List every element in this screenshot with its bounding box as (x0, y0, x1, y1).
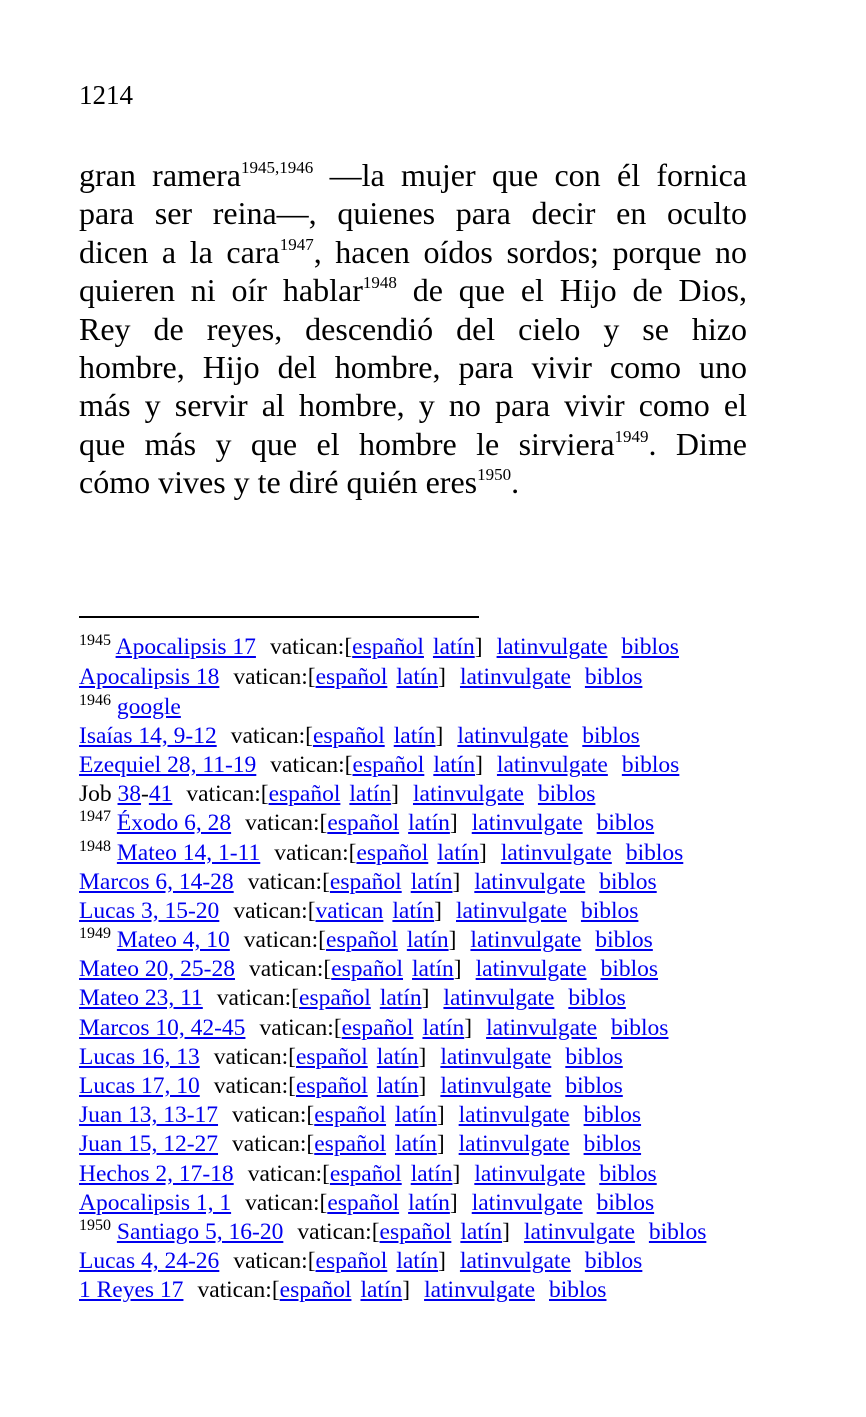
footnote-line (79, 868, 779, 897)
biblos-link[interactable]: biblos (583, 1102, 642, 1129)
biblos-link[interactable]: biblos (648, 1218, 707, 1245)
latin-link[interactable]: latín (406, 927, 449, 954)
latin-link[interactable]: latín (360, 1277, 403, 1304)
footnote-marker: 1945,1946 (241, 158, 314, 177)
latinvulgate-link[interactable]: latinvulgate (412, 781, 524, 808)
bracket-close: ] (479, 839, 487, 866)
spanish-link[interactable]: español (314, 1131, 387, 1158)
body-line: quieren ni oír hablar$^{1948}$ de que el Hijo de Dios, (79, 272, 748, 309)
scripture-reference-link[interactable]: Apocalipsis 1, 1 (79, 1189, 232, 1216)
biblos-link[interactable]: biblos (600, 956, 659, 983)
scripture-reference-link[interactable]: Isaías 14, 9-12 (79, 722, 217, 749)
latinvulgate-link[interactable]: latinvulgate (470, 927, 582, 954)
footnote-line (79, 722, 779, 751)
spanish-link[interactable]: español (279, 1277, 352, 1304)
scripture-reference-link[interactable]: Lucas 4, 24-26 (79, 1248, 220, 1275)
spanish-link[interactable]: español (356, 839, 429, 866)
spanish-link[interactable]: español (331, 956, 404, 983)
latinvulgate-link[interactable]: latinvulgate (474, 1160, 586, 1187)
spanish-link[interactable]: español (315, 664, 388, 691)
latinvulgate-link[interactable]: latinvulgate (486, 1014, 597, 1041)
latinvulgate-link[interactable]: latinvulgate (496, 751, 608, 778)
biblos-link[interactable]: biblos (621, 751, 680, 778)
latin-link[interactable]: latín (395, 1102, 437, 1129)
spanish-link[interactable]: español (329, 868, 402, 895)
bracket-close: ] (453, 956, 462, 983)
bracket-close: ] (502, 1218, 510, 1245)
vatican-label: vatican:[ (269, 634, 353, 660)
bracket-close: ] (438, 1248, 446, 1275)
chapter-link[interactable]: 38 (117, 781, 142, 808)
spanish-link[interactable]: español (326, 927, 398, 954)
biblos-link[interactable]: biblos (584, 664, 643, 691)
scripture-reference-link[interactable]: Mateo 14, 1-11 (116, 839, 261, 866)
bracket-close: ] (436, 1102, 445, 1129)
footnote-line (79, 839, 779, 868)
scripture-reference-link[interactable]: Marcos 10, 42-45 (79, 1014, 246, 1041)
biblos-link[interactable]: biblos (583, 1131, 642, 1158)
spanish-link[interactable]: español (379, 1218, 452, 1245)
biblos-link[interactable]: biblos (565, 1043, 623, 1070)
body-line: cómo vives y te diré quién eres$^{1950}$. (79, 464, 520, 501)
body-line: dicen a la cara$^{1947}$, hacen oídos sordos; porque no (79, 233, 747, 270)
latinvulgate-link[interactable]: latinvulgate (459, 1248, 571, 1275)
scripture-reference-link[interactable]: Lucas 3, 15-20 (79, 897, 220, 924)
footnote-separator (79, 616, 479, 618)
biblos-link[interactable]: biblos (537, 781, 596, 808)
footnote-line (79, 1160, 779, 1189)
latin-link[interactable]: latín (412, 956, 454, 983)
vatican-label: vatican:[ (232, 1102, 315, 1129)
footnote-line (79, 1072, 779, 1101)
latinvulgate-link[interactable]: latinvulgate (496, 634, 608, 660)
footnote-number: 1945 (79, 632, 111, 649)
spanish-link[interactable]: español (314, 1102, 387, 1129)
scripture-reference-link[interactable]: Apocalipsis 17 (115, 634, 256, 660)
footnote-marker: 1948 (362, 273, 397, 293)
footnote-line (79, 633, 779, 663)
body-paragraph (79, 156, 747, 502)
footnote-line (79, 1130, 779, 1159)
vatican-label: vatican:[ (232, 1131, 315, 1158)
vatican-label: vatican:[ (213, 1043, 296, 1070)
vatican-label: vatican:[ (233, 1248, 316, 1275)
spanish-link[interactable]: español (352, 634, 424, 660)
latinvulgate-link[interactable]: latinvulgate (523, 1218, 635, 1245)
footnote-line (79, 984, 779, 1013)
spanish-link[interactable]: español (295, 1073, 368, 1100)
biblos-link[interactable]: biblos (599, 1160, 657, 1187)
latinvulgate-link[interactable]: latinvulgate (424, 1277, 535, 1304)
vatican-label: vatican:[ (243, 927, 327, 954)
footnote-marker: 1950 (477, 465, 512, 485)
body-line: más y servir al hombre, y no para vivir como el (79, 387, 747, 424)
spanish-link[interactable]: español (295, 1043, 368, 1070)
latin-link[interactable]: latín (395, 1131, 437, 1158)
spanish-link[interactable]: español (329, 1160, 402, 1187)
scripture-reference-link[interactable]: Lucas 16, 13 (79, 1043, 200, 1070)
bracket-close: ] (475, 751, 483, 778)
bracket-close: ] (434, 897, 442, 924)
bracket-close: ] (418, 1073, 427, 1100)
bracket-close: ] (391, 781, 399, 808)
biblos-link[interactable]: biblos (582, 722, 640, 749)
latinvulgate-link[interactable]: latinvulgate (471, 1189, 583, 1216)
scripture-reference-link[interactable]: Juan 15, 12-27 (79, 1131, 219, 1158)
biblos-link[interactable]: biblos (596, 1189, 655, 1216)
vatican-label: vatican:[ (245, 810, 328, 837)
spanish-link[interactable]: español (327, 1189, 400, 1216)
latin-link[interactable]: latín (410, 1160, 453, 1187)
spanish-link[interactable]: español (327, 810, 400, 837)
scripture-reference-link[interactable]: Santiago 5, 16-20 (116, 1218, 284, 1245)
bracket-close: ] (436, 1131, 445, 1158)
bracket-close: ] (448, 927, 457, 954)
latinvulgate-link[interactable]: latinvulgate (456, 897, 567, 924)
bracket-close: ] (421, 985, 430, 1012)
latin-link[interactable]: latín (393, 722, 436, 749)
bracket-close: ] (449, 1189, 458, 1216)
biblos-link[interactable]: biblos (580, 897, 639, 924)
scripture-reference-link[interactable]: Mateo 20, 25-28 (79, 956, 235, 983)
body-line: que más y que el hombre le sirviera$^{1949}$. Dime (79, 425, 748, 462)
scripture-reference-link[interactable]: Marcos 6, 14-28 (79, 868, 234, 895)
footnote-line (79, 693, 779, 722)
biblos-link[interactable]: biblos (584, 1248, 643, 1275)
footnote-line (79, 1014, 779, 1043)
scripture-reference-link[interactable]: 1 Reyes 17 (79, 1277, 184, 1304)
footnote-line: Job 38-41 vatican:[español latín] latinvulgate biblos (79, 781, 596, 808)
biblos-link[interactable]: biblos (549, 1277, 607, 1304)
latin-link[interactable]: latín (422, 1014, 465, 1041)
latin-link[interactable]: latín (379, 985, 422, 1012)
footnote-line (79, 751, 779, 780)
vatican-label: vatican:[ (245, 1189, 328, 1216)
footnote-number: 1949 (79, 925, 111, 943)
vatican-label: vatican:[ (230, 722, 313, 749)
latin-link[interactable]: latín (432, 634, 475, 660)
latin-link[interactable]: latín (408, 1189, 450, 1216)
page-number: 1214 (79, 80, 133, 110)
biblos-link[interactable]: biblos (599, 868, 657, 895)
biblos-link[interactable]: biblos (625, 839, 684, 866)
latinvulgate-link[interactable]: latinvulgate (440, 1073, 552, 1100)
bracket-close: ] (464, 1014, 473, 1041)
bracket-close: ] (402, 1277, 411, 1304)
vatican-label: vatican:[ (247, 868, 330, 895)
latin-link[interactable]: latín (349, 781, 392, 808)
vatican-label: vatican:[ (213, 1073, 296, 1100)
vatican-label: vatican:[ (186, 781, 269, 808)
vatican-label: vatican:[ (247, 1160, 330, 1187)
latinvulgate-link[interactable]: latinvulgate (458, 1102, 570, 1129)
spanish-link[interactable]: español (341, 1014, 414, 1041)
vatican-label: vatican:[ (197, 1277, 280, 1304)
vatican-label: vatican:[ (249, 956, 332, 983)
body-line: gran ramera$^{1945,1946}$ —la mujer que con él fornica (79, 157, 748, 193)
scripture-reference-link[interactable]: Éxodo 6, 28 (116, 810, 232, 837)
footnote-marker: 1947 (279, 234, 314, 254)
spanish-link[interactable]: español (299, 985, 371, 1012)
bracket-close: ] (418, 1043, 427, 1070)
bracket-close: ] (474, 634, 483, 660)
latin-link[interactable]: latín (376, 1073, 419, 1100)
latinvulgate-link[interactable]: latinvulgate (457, 722, 569, 749)
footnote-line (79, 1101, 779, 1130)
footnote-number: 1947 (79, 808, 111, 826)
bracket-close: ] (438, 664, 446, 691)
latin-link[interactable]: latín (408, 810, 450, 837)
footnote-line (79, 809, 779, 838)
bracket-close: ] (452, 868, 461, 895)
footnote-line (79, 1189, 779, 1218)
vatican-link[interactable]: vatican (315, 897, 384, 924)
body-line: para ser reina—, quienes para decir en oculto (79, 195, 747, 232)
biblos-link[interactable]: biblos (565, 1073, 623, 1100)
footnote-number: 1946 (79, 691, 111, 709)
latinvulgate-link[interactable]: latinvulgate (474, 868, 586, 895)
vatican-label: vatican:[ (259, 1014, 342, 1041)
footnote-line (79, 1043, 779, 1072)
latinvulgate-link[interactable]: latinvulgate (443, 985, 555, 1012)
chapter-link[interactable]: 41 (148, 781, 173, 808)
latinvulgate-link[interactable]: latinvulgate (459, 664, 571, 691)
latin-link[interactable]: latín (392, 897, 435, 924)
body-line: Rey de reyes, descendió del cielo y se hizo (79, 310, 747, 347)
vatican-label: vatican:[ (297, 1218, 380, 1245)
spanish-link[interactable]: español (315, 1248, 388, 1275)
vatican-label: vatican:[ (270, 751, 353, 778)
scripture-reference-link[interactable]: Apocalipsis 18 (79, 664, 220, 691)
footnote-number: 1948 (79, 837, 111, 855)
footnote-line (79, 1218, 779, 1247)
latinvulgate-link[interactable]: latinvulgate (475, 956, 587, 983)
latin-link[interactable]: latín (437, 839, 480, 866)
vatican-label: vatican:[ (216, 985, 300, 1012)
latinvulgate-link[interactable]: latinvulgate (440, 1043, 552, 1070)
vatican-label: vatican:[ (233, 897, 316, 924)
latinvulgate-link[interactable]: latinvulgate (500, 839, 612, 866)
footnote-line (79, 926, 779, 955)
footnote-line (79, 897, 779, 926)
spanish-link[interactable]: español (312, 722, 385, 749)
body-line: hombre, Hijo del hombre, para vivir como uno (79, 349, 747, 386)
biblos-link[interactable]: biblos (568, 985, 626, 1012)
google-link[interactable]: google (116, 693, 181, 720)
latin-link[interactable]: latín (396, 1248, 439, 1275)
scripture-reference-link[interactable]: Mateo 23, 11 (79, 985, 203, 1012)
bracket-close: ] (452, 1160, 461, 1187)
vatican-label: vatican:[ (274, 839, 357, 866)
latinvulgate-link[interactable]: latinvulgate (471, 810, 583, 837)
scripture-reference-link[interactable]: Juan 13, 13-17 (79, 1102, 219, 1129)
latin-link[interactable]: latín (376, 1043, 419, 1070)
latin-link[interactable]: latín (396, 664, 439, 691)
footnote-line (79, 663, 779, 692)
footnote-number: 1950 (79, 1216, 111, 1234)
bracket-close: ] (449, 810, 458, 837)
footnote-line (79, 1247, 779, 1276)
biblos-link[interactable]: biblos (596, 810, 655, 837)
footnotes (79, 633, 779, 1306)
biblos-link[interactable]: biblos (595, 927, 653, 954)
spanish-link[interactable]: español (352, 751, 425, 778)
footnote-line (79, 1276, 779, 1305)
scripture-reference-link[interactable]: Lucas 17, 10 (79, 1073, 200, 1100)
latin-link[interactable]: latín (410, 868, 453, 895)
scripture-reference-link[interactable]: Ezequiel 28, 11-19 (79, 751, 257, 778)
biblos-link[interactable]: biblos (611, 1014, 669, 1041)
bracket-close: ] (435, 722, 444, 749)
latin-link[interactable]: latín (460, 1218, 503, 1245)
footnote-line (79, 955, 779, 984)
scripture-reference-link[interactable]: Hechos 2, 17-18 (79, 1160, 234, 1187)
latinvulgate-link[interactable]: latinvulgate (458, 1131, 570, 1158)
vatican-label: vatican:[ (233, 664, 316, 691)
spanish-link[interactable]: español (268, 781, 341, 808)
scripture-reference-link[interactable]: Mateo 4, 10 (116, 927, 230, 954)
latin-link[interactable]: latín (433, 751, 476, 778)
biblos-link[interactable]: biblos (621, 634, 679, 660)
footnote-marker: 1949 (614, 426, 649, 446)
